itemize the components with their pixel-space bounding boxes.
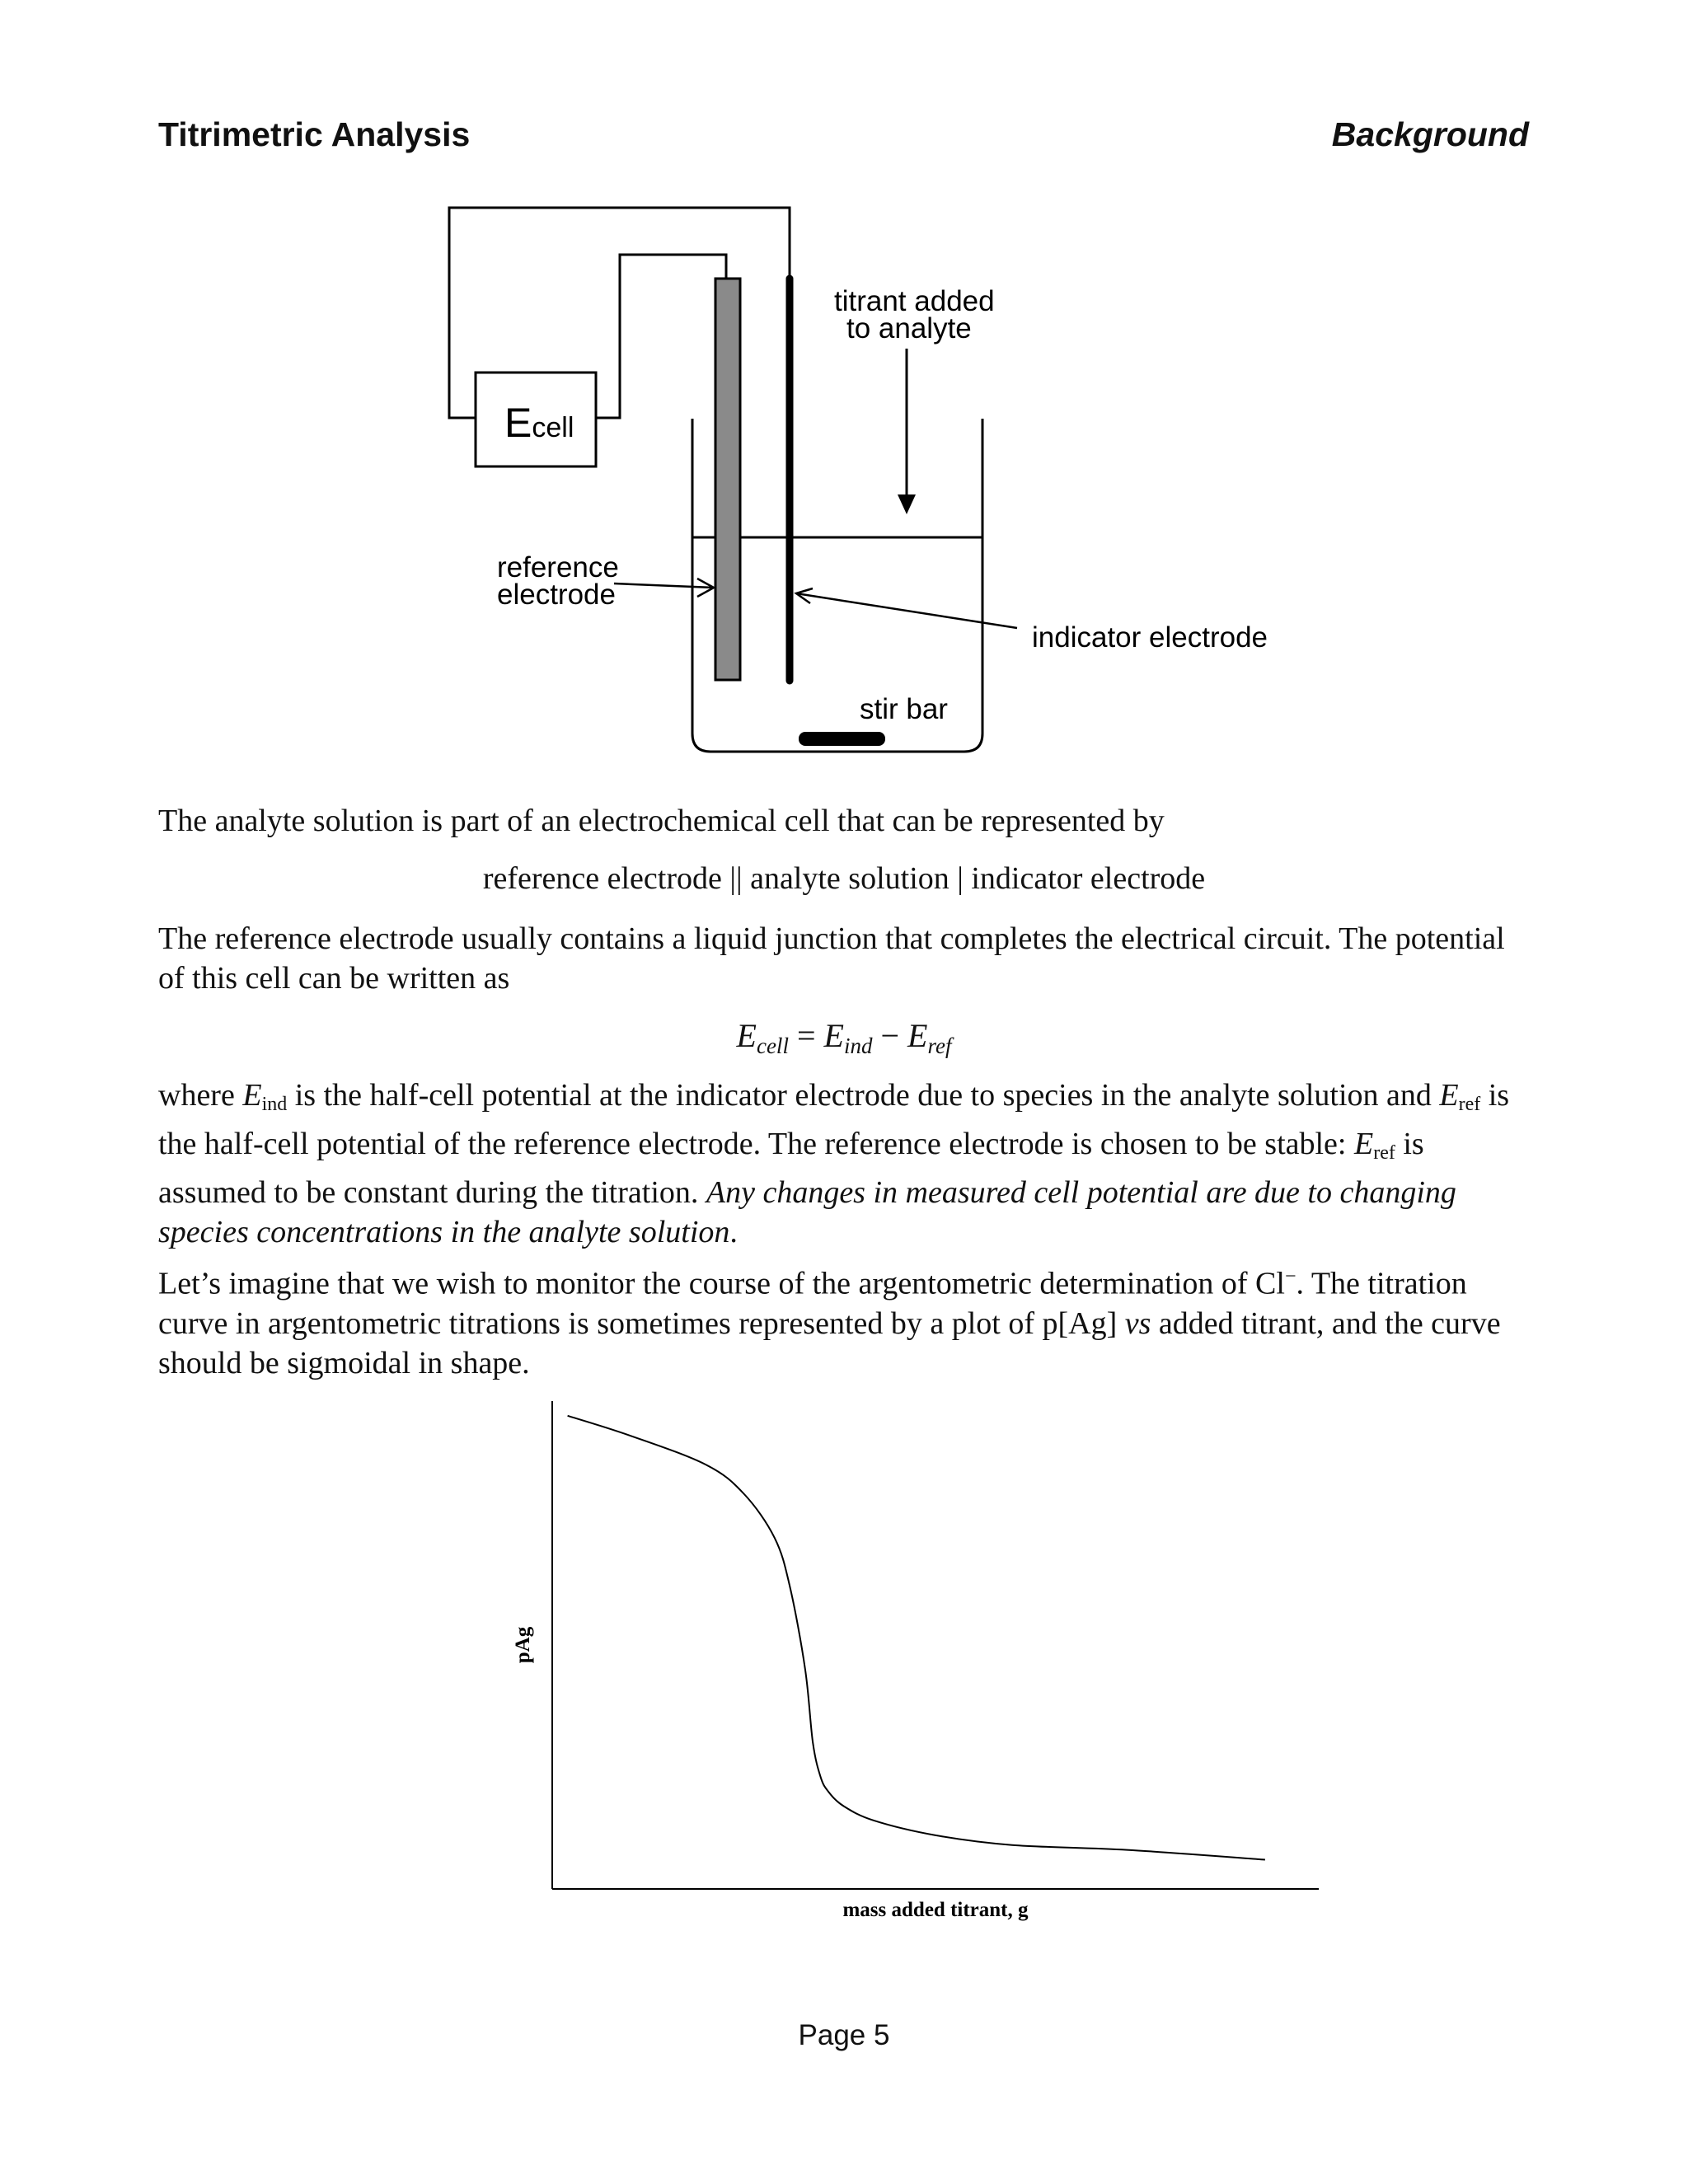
indicator-arrow bbox=[796, 593, 1017, 628]
reference-label-line2: electrode bbox=[497, 579, 616, 611]
cell-notation: reference electrode || analyte solution | indicator electrode bbox=[482, 861, 1206, 896]
reference-electrode bbox=[715, 279, 740, 680]
section-label: Background bbox=[1331, 115, 1529, 153]
apparatus-diagram bbox=[0, 0, 1688, 775]
y-axis-label: pAg bbox=[512, 1626, 534, 1664]
stir-bar-label: stir bar bbox=[860, 693, 948, 725]
document-title: Titrimetric Analysis bbox=[158, 115, 471, 153]
titration-curve-line bbox=[568, 1416, 1265, 1860]
wire-to-reference bbox=[596, 255, 726, 418]
paragraph-argentometric: Let’s imagine that we wish to monitor the course of the argentometric determination of Cl−. The titration curve in argentometric titrations is sometimes represented by a plot of p[Ag] vs added titrant, and the curve should be sigmoidal in shape. bbox=[158, 1266, 1501, 1380]
paragraph-half-cell-potentials: where Eind is the half-cell potential at the indicator electrode due to species in the analyte solution and Eref is the half-cell potential of the reference electrode. The reference electrode is chosen to be stable: Eref is assumed to be constant during the titration. Any changes in measured cell potential are due to changing species concentrations in the analyte solution. bbox=[158, 1078, 1510, 1249]
cell-potential-equation: $E_{cell} = E_{ind} - E_{ref}$ bbox=[736, 1017, 952, 1058]
paragraph-cell-intro: The analyte solution is part of an electrochemical cell that can be represented by bbox=[158, 804, 1165, 838]
ecell-meter-label: Ecell bbox=[504, 400, 574, 446]
titrant-arrow-head bbox=[898, 494, 916, 514]
titrant-label-line2: to analyte bbox=[846, 312, 972, 344]
indicator-label: indicator electrode bbox=[1032, 621, 1268, 654]
stir-bar bbox=[799, 732, 885, 746]
titrant-label-line1: titrant added bbox=[834, 285, 995, 317]
reference-arrow bbox=[614, 583, 714, 588]
reference-label-line1: reference bbox=[497, 551, 619, 583]
x-axis-label: mass added titrant, g bbox=[842, 1899, 1029, 1921]
page-number: Page 5 bbox=[798, 2019, 890, 2051]
titration-curve-chart bbox=[495, 1385, 1335, 1937]
paragraph-liquid-junction: The reference electrode usually contains a liquid junction that completes the electrical circuit. The potential of this cell can be written as bbox=[158, 921, 1505, 996]
